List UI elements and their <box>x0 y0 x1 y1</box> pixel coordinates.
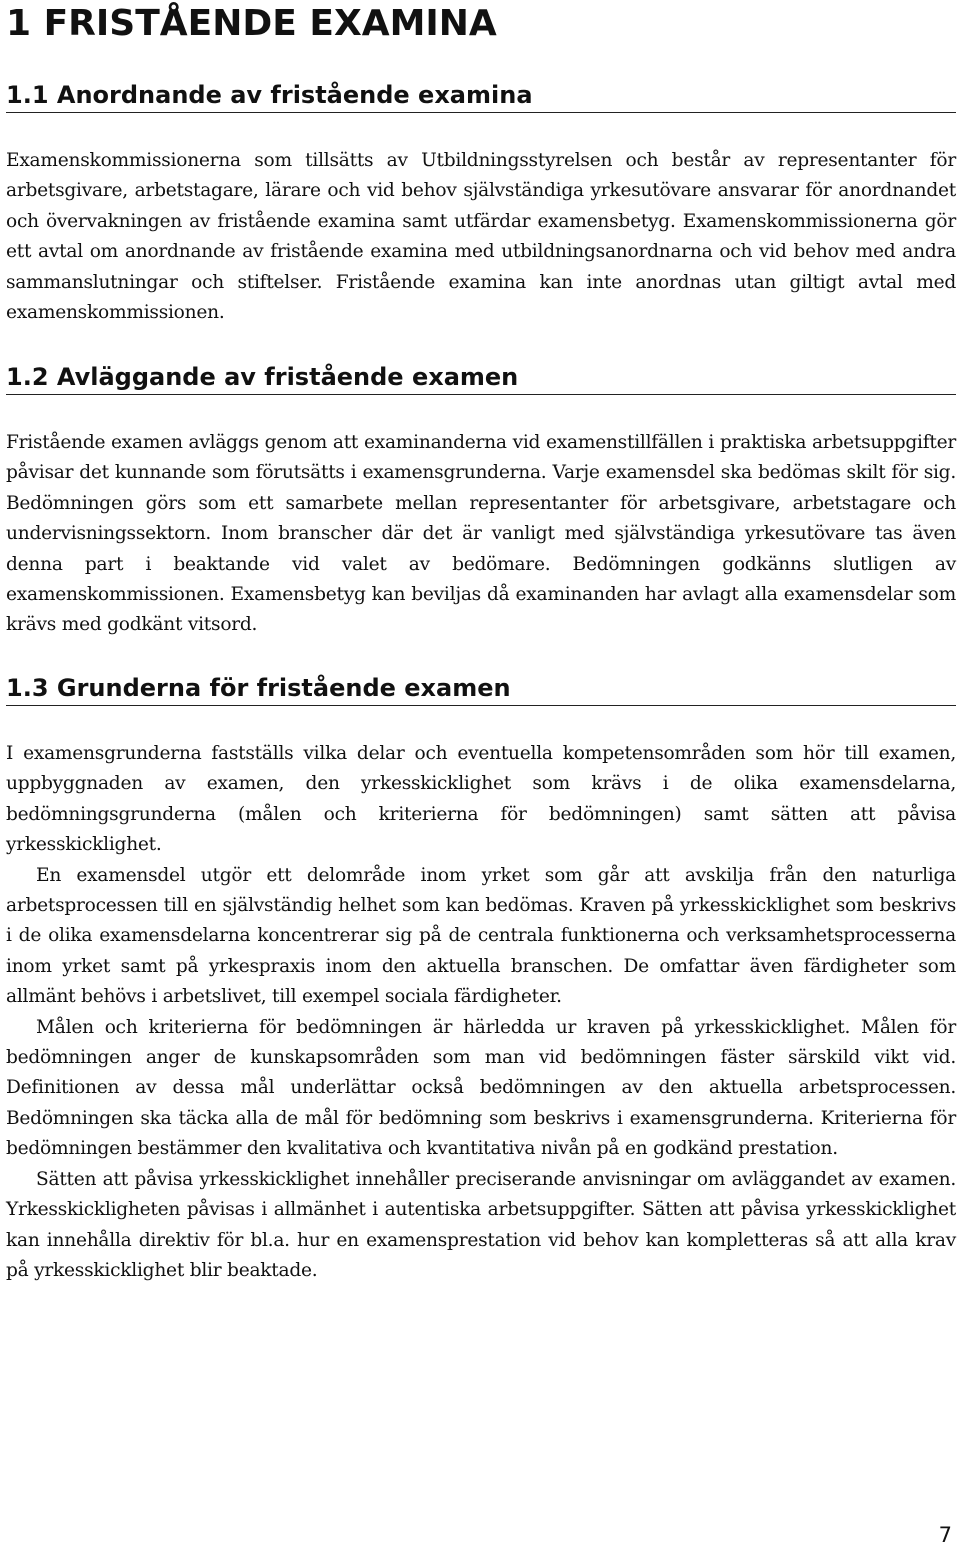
section-paragraph: Sätten att påvisa yrkesskicklighet innehåller preciserande anvisningar om avläggandet av examen. Yrkesskickligheten påvisas i allmänhet i autentiska arbetsuppgifter. Sätten att påvisa yrkesskicklighet kan innehålla direktiv för bl.a. hur en examensprestation vid behov kan kompletteras så att alla krav på yrkesskicklighet blir beaktade. <box>6 1168 956 1281</box>
section-avlaggande <box>6 362 956 641</box>
chapter-title: 1 FRISTÅENDE EXAMINA <box>6 3 497 44</box>
section-heading: 1.3 Grunderna för fristående examen <box>6 673 956 706</box>
page-number: 7 <box>938 1523 952 1547</box>
section-heading: 1.1 Anordnande av fristående examina <box>6 80 956 113</box>
section-paragraph: I examensgrunderna fastställs vilka delar och eventuella kompetensområden som hör till examen, uppbyggnaden av examen, den yrkesskicklighet som krävs i de olika examensdelarna, bedömningsgrunderna (målen och kriterierna för bedömningen) samt sätten att påvisa yrkesskicklighet. <box>6 743 956 856</box>
section-paragraph: Målen och kriterierna för bedömningen är härledda ur kraven på yrkesskicklighet. Målen för bedömningen anger de kunskapsområden som man vid bedömningen fäster särskild vikt vid. Definitionen av dessa mål underlättar också bedömningen av den aktuella arbetsprocessen. Bedömningen ska täcka alla de mål för bedömning som beskrivs i examensgrunderna. Kriterierna för bedömningen bestämmer den kvalitativa och kvantitativa nivån på en godkänd prestation. <box>6 1016 956 1160</box>
section-paragraph: Examenskommissionerna som tillsätts av Utbildningsstyrelsen och består av representanter för arbetsgivare, arbetstagare, lärare och vid behov självständiga yrkesutövare ansvarar för anordnandet och övervakningen av fristående examina samt utfärdar examensbetyg. Examenskommissionerna gör ett avtal om anordnande av fristående examina med utbildningsanordnarna och vid behov med andra sammanslutningar och stiftelser. Fristående examina kan inte anordnas utan giltigt avtal med examenskommissionen. <box>6 150 956 324</box>
section-paragraph: Fristående examen avläggs genom att examinanderna vid examenstillfällen i praktiska arbetsuppgifter påvisar det kunnande som förutsätts i examensgrunderna. Varje examensdel ska bedömas skilt för sig. Bedömningen görs som ett samarbete mellan representanter för arbetsgivare, arbetstagare och undervisningssektorn. Inom branscher där det är vanligt med självständiga yrkesutövare tas även denna part i beaktande vid valet av bedömare. Bedömningen godkänns slutligen av examenskommissionen. Examensbetyg kan beviljas då examinanden har avlagt alla examensdelar som krävs med godkänt vitsord. <box>6 432 956 636</box>
section-heading: 1.2 Avläggande av fristående examen <box>6 362 956 395</box>
section-grunderna <box>6 673 956 1286</box>
section-paragraph: En examensdel utgör ett delområde inom yrket som går att avskilja från den naturliga arbetsprocessen till en självständig helhet som kan bedömas. Kraven på yrkesskicklighet som beskrivs i de olika examensdelarna koncentrerar sig på de centrala funktionerna och verksamhetsprocesserna inom yrket samt på yrkespraxis inom den aktuella branschen. De omfattar även färdigheter som allmänt behövs i arbetslivet, till exempel sociala färdigheter. <box>6 864 956 1008</box>
section-anordnande <box>6 80 956 328</box>
